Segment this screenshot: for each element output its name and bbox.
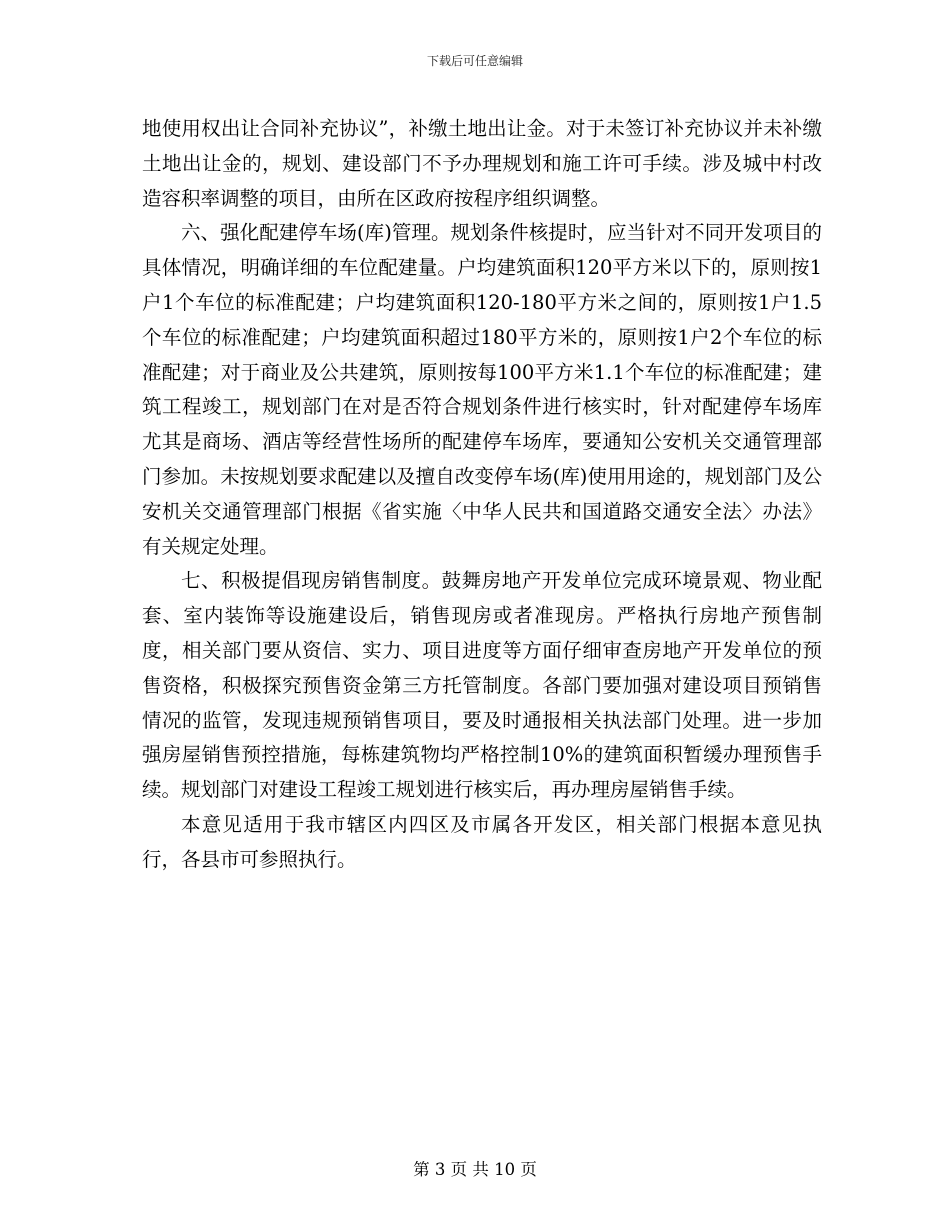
paragraph-scope: 本意见适用于我市辖区内四区及市属各开发区，相关部门根据本意见执行，各县市可参照执行。 <box>142 812 822 871</box>
page-footer: 第 3 页 共 10 页 <box>413 1160 537 1179</box>
paragraph-continuation: 地使用权出让合同补充协议”，补缴土地出让金。对于未签订补充协议并未补缴土地出让金的，规划、建设部门不予办理规划和施工许可手续。涉及城中村改造容积率调整的项目，由所在区政府按程序组织调整。 <box>142 117 822 210</box>
page-header: 下载后可任意编辑 <box>426 54 523 68</box>
document-body <box>142 112 822 878</box>
paragraph-housing-sales: 七、积极提倡现房销售制度。鼓舞房地产开发单位完成环境景观、物业配套、室内装饰等设施建设后，销售现房或者准现房。严格执行房地产预售制度，相关部门要从资信、实力、项目进度等方面仔细审查房地产开发单位的预售资格，积极探究预售资金第三方托管制度。各部门要加强对建设项目预销售情况的监管，发现违规预销售项目，要及时通报相关执法部门处理。进一步加强房屋销售预控措施，每栋建筑物均严格控制10%的建筑面积暂缓办理预售手续。规划部门对建设工程竣工规划进行核实后，再办理房屋销售手续。 <box>142 569 822 802</box>
paragraph-parking-management: 六、强化配建停车场(库)管理。规划条件核提时，应当针对不同开发项目的具体情况，明确详细的车位配建量。户均建筑面积120平方米以下的，原则按1户1个车位的标准配建；户均建筑面积120-180平方米之间的，原则按1户1.5个车位的标准配建；户均建筑面积超过180平方米的，原则按1户2个车位的标准配建；对于商业及公共建筑，原则按每100平方米1.1个车位的标准配建；建筑工程竣工，规划部门在对是否符合规划条件进行核实时，针对配建停车场库尤其是商场、酒店等经营性场所的配建停车场库，要通知公安机关交通管理部门参加。未按规划要求配建以及擅自改变停车场(库)使用用途的，规划部门及公安机关交通管理部门根据《省实施〈中华人民共和国道路交通安全法〉办法》有关规定处理。 <box>142 221 822 558</box>
